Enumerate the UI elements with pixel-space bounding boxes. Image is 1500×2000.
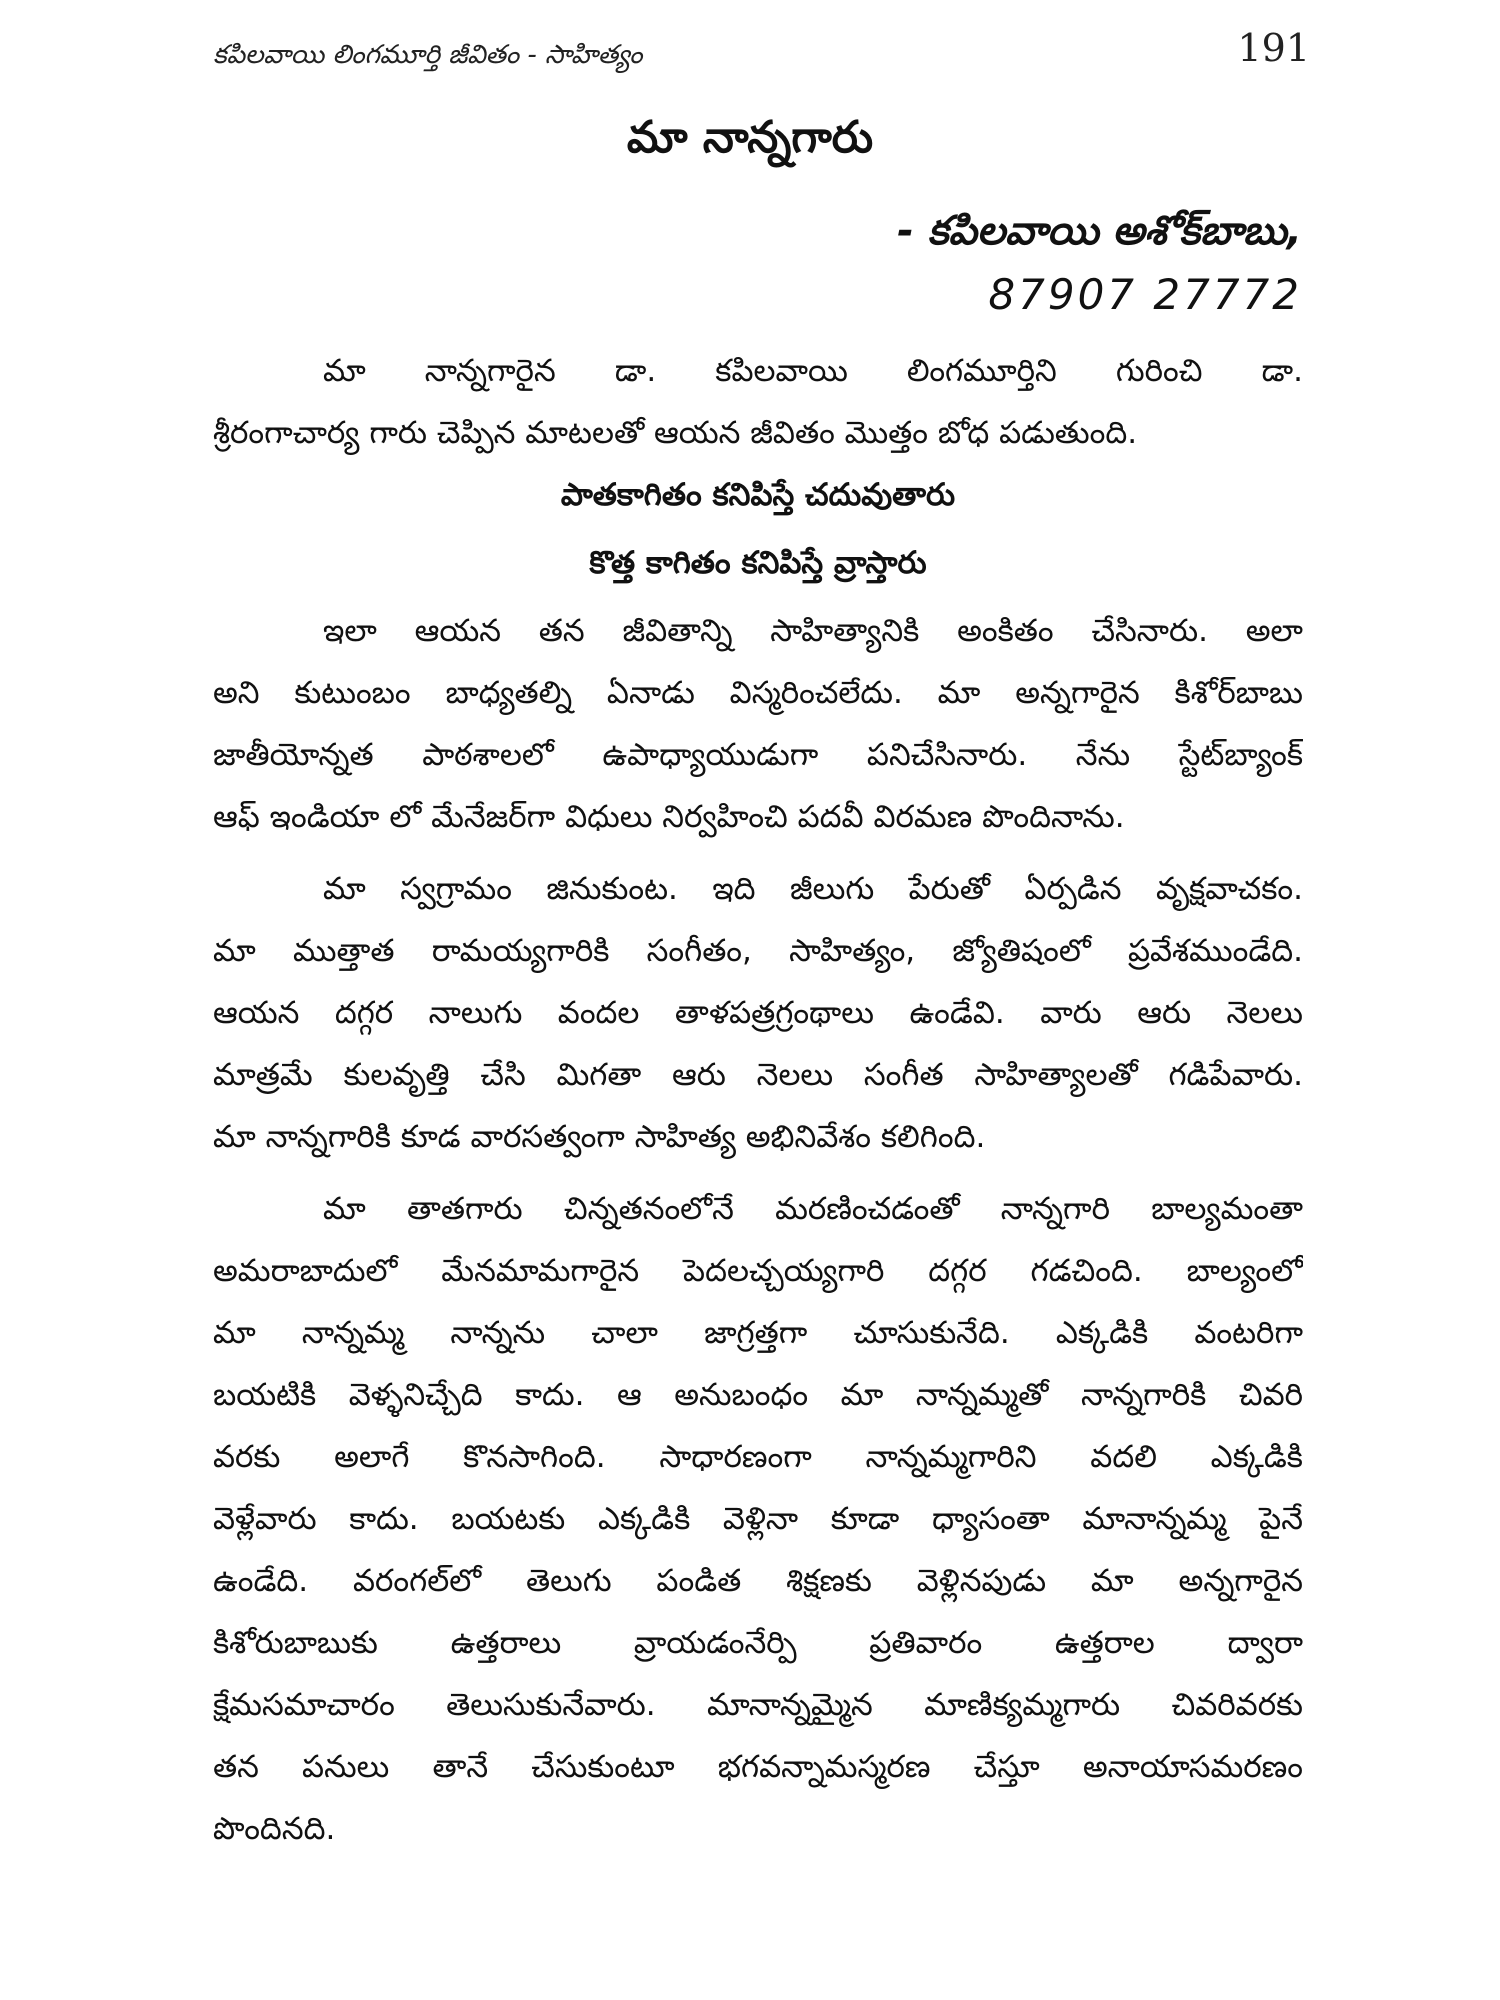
text-line: ఉండేది. వరంగల్‌లో తెలుగు పండిత శిక్షణకు వెళ్లినపుడు మా అన్నగారైన <box>213 1563 1303 1599</box>
paragraph <box>213 858 1303 1168</box>
text-line: మా నాన్నగారికి కూడ వారసత్వంగా సాహిత్య అభినివేశం కలిగింది. <box>213 1119 986 1155</box>
paragraph <box>213 340 1303 464</box>
text-line: వెళ్లేవారు కాదు. బయటకు ఎక్కడికి వెళ్లినా కూడా ధ్యాసంతా మానాన్నమ్మ పైనే <box>213 1501 1303 1537</box>
text-line: మా ముత్తాత రామయ్యగారికి సంగీతం, సాహిత్యం, జ్యోతిషంలో ప్రవేశముండేది. <box>213 933 1303 969</box>
article-title: మా నాన్నగారు <box>626 112 874 163</box>
article-body <box>213 340 1303 1860</box>
text-line: అని కుటుంబం బాధ్యతల్ని ఏనాడు విస్మరించలేదు. మా అన్నగారైన కిశోర్‌బాబు <box>213 675 1303 711</box>
text-line: బయటికి వెళ్ళనిచ్చేది కాదు. ఆ అనుబంధం మా నాన్నమ్మతో నాన్నగారికి చివరి <box>213 1377 1303 1413</box>
paragraph <box>213 1178 1303 1860</box>
paragraph <box>213 600 1303 848</box>
text-line: తన పనులు తానే చేసుకుంటూ భగవన్నామస్మరణ చేస్తూ అనాయాసమరణం <box>213 1749 1303 1785</box>
page-number: 191 <box>1237 26 1310 70</box>
text-line: ఆయన దగ్గర నాలుగు వందల తాళపత్రగ్రంథాలు ఉండేవి. వారు ఆరు నెలలు <box>213 995 1303 1031</box>
text-line: శ్రీరంగాచార్య గారు చెప్పిన మాటలతో ఆయన జీవితం మొత్తం బోధ పడుతుంది. <box>213 415 1138 451</box>
running-head: కపిలవాయి లింగమూర్తి జీవితం - సాహిత్యం <box>213 40 643 70</box>
text-line: మా నాన్నగారైన డా. కపిలవాయి లింగమూర్తిని గురించి డా. <box>323 353 1303 389</box>
text-line: జాతీయోన్నత పాఠశాలలో ఉపాధ్యాయుడుగా పనిచేసినారు. నేను స్టేట్‌బ్యాంక్ <box>213 737 1303 773</box>
quote-line: కొత్త కాగితం కనిపిస్తే వ్రాస్తారు <box>589 545 927 581</box>
text-line: క్షేమసమాచారం తెలుసుకునేవారు. మానాన్నమ్మైన మాణిక్యమ్మగారు చివరివరకు <box>213 1687 1303 1723</box>
paragraph-gap <box>213 1168 1303 1178</box>
text-line: మా స్వగ్రామం జినుకుంట. ఇది జీలుగు పేరుతో ఏర్పడిన వృక్షవాచకం. <box>323 871 1303 907</box>
quote-line: పాతకాగితం కనిపిస్తే చదువుతారు <box>560 477 956 513</box>
text-line: ఆఫ్ ఇండియా లో మేనేజర్‌గా విధులు నిర్వహించి పదవీ విరమణ పొందినాను. <box>213 799 1125 835</box>
article-author: - కపిలవాయి అశోక్‌బాబు, <box>897 208 1302 254</box>
text-line: మాత్రమే కులవృత్తి చేసి మిగతా ఆరు నెలలు సంగీత సాహిత్యాలతో గడిపేవారు. <box>213 1057 1303 1093</box>
text-line: మా తాతగారు చిన్నతనంలోనే మరణించడంతో నాన్నగారి బాల్యమంతా <box>323 1191 1303 1227</box>
text-line: మా నాన్నమ్మ నాన్నను చాలా జాగ్రత్తగా చూసుకునేది. ఎక్కడికి వంటరిగా <box>213 1315 1303 1351</box>
text-line: ఇలా ఆయన తన జీవితాన్ని సాహిత్యానికి అంకితం చేసినారు. అలా <box>323 613 1303 649</box>
text-line: కిశోరుబాబుకు ఉత్తరాలు వ్రాయడంనేర్పి ప్రతివారం ఉత్తరాల ద్వారా <box>213 1625 1303 1661</box>
author-phone: 87907 27772 <box>988 270 1302 319</box>
text-line: వరకు అలాగే కొనసాగింది. సాధారణంగా నాన్నమ్మగారిని వదలి ఎక్కడికి <box>213 1439 1303 1475</box>
quote-block <box>213 464 1303 600</box>
text-line: అమరాబాదులో మేనమామగారైన పెదలచ్చయ్యగారి దగ్గర గడచింది. బాల్యంలో <box>213 1253 1303 1289</box>
paragraph-gap <box>213 848 1303 858</box>
text-line: పొందినది. <box>213 1811 336 1847</box>
